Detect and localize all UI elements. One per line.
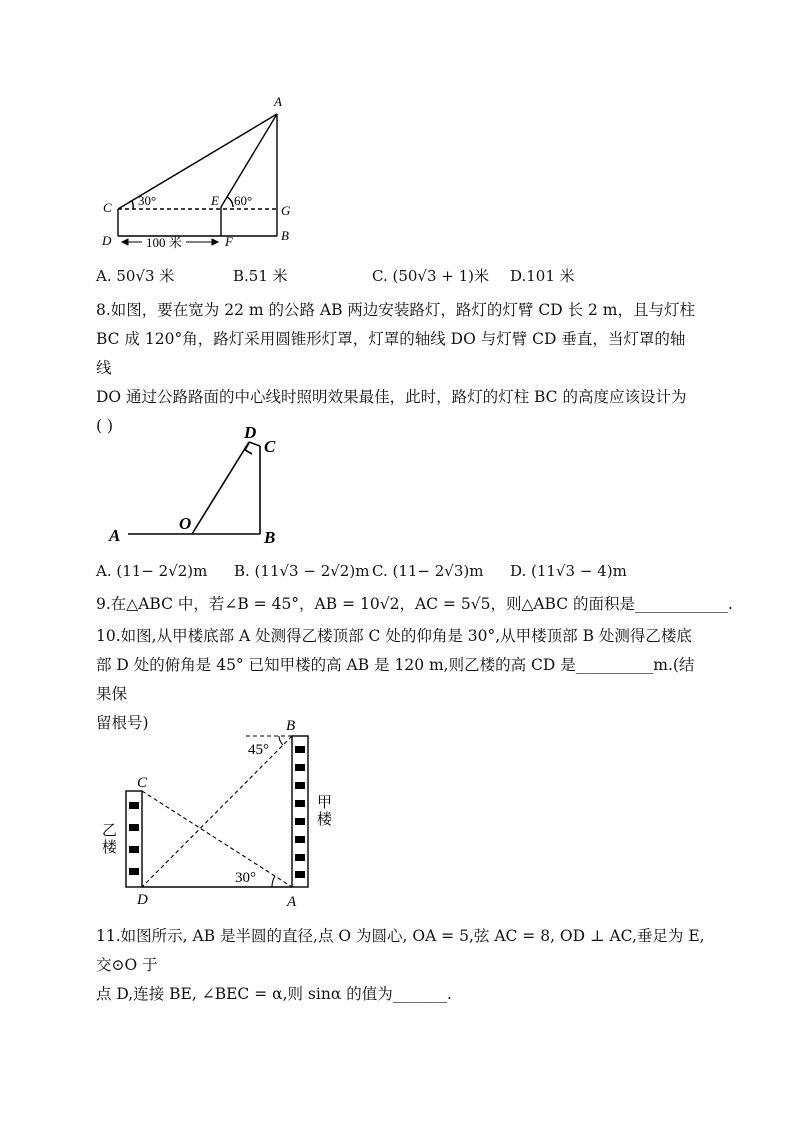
q9-text <box>96 590 733 619</box>
figure-q7 <box>96 92 306 257</box>
fig7-label-c: C <box>103 200 112 215</box>
fig7-label-f: F <box>225 234 233 249</box>
fig10-angle-top: 45° <box>248 742 269 758</box>
q8-line-4: ( ) <box>96 417 114 435</box>
q7-option-b[interactable]: B.51 米 <box>233 267 288 285</box>
fig10-building-left-2: 楼 <box>102 840 118 856</box>
q10-line-1: 10.如图,从甲楼底部 A 处测得乙楼顶部 C 处的仰角是 30°,从甲楼顶部 B 处测得乙楼底 <box>96 627 692 645</box>
q8-option-a[interactable]: A. (11− 2√2)m <box>96 562 208 580</box>
q8-option-b[interactable]: B. (11√3 − 2√2)m <box>234 562 370 580</box>
q7-option-a[interactable]: A. 50√3 米 <box>96 267 175 285</box>
q8-line-2: BC 成 120°角，路灯采用圆锥形灯罩，灯罩的轴线 DO 与灯臂 CD 垂直，当灯罩的轴线 <box>96 330 686 377</box>
q11-text <box>96 922 716 1009</box>
fig8-label-c: C <box>264 437 276 456</box>
fig7-label-a: A <box>274 94 282 109</box>
q8-option-d[interactable]: D. (11√3 − 4)m <box>510 562 627 580</box>
fig8-label-d: D <box>244 423 257 442</box>
q10-line-3: 留根号) <box>96 714 149 732</box>
q8-line-1: 8.如图，要在宽为 22 m 的公路 AB 两边安装路灯，路灯的灯臂 CD 长 2 m，且与灯柱 <box>96 301 695 319</box>
q11-line-1: 11.如图所示, AB 是半圆的直径,点 O 为圆心, OA = 5,弦 AC = 8, OD ⊥ AC,垂足为 E,交⊙O 于 <box>96 927 705 974</box>
q9-answer-blank[interactable]: ____________. <box>635 595 733 613</box>
fig8-label-a: A <box>109 526 121 545</box>
q8-line-3: DO 通过公路路面的中心线时照明效果最佳，此时，路灯的灯柱 BC 的高度应该设计为 <box>96 388 687 406</box>
fig8-label-b: B <box>264 528 276 547</box>
fig10-label-b: B <box>286 718 296 734</box>
q11-line-2: 点 D,连接 BE, ∠BEC = α,则 sinα 的值为_______. <box>96 985 452 1003</box>
fig7-label-e: E <box>211 193 219 208</box>
fig7-distance: 100 米 <box>146 235 182 250</box>
fig10-building-right-1: 甲 <box>317 795 333 811</box>
q10-line-2: 部 D 处的俯角是 45° 已知甲楼的高 AB 是 120 m,则乙楼的高 CD 是__________m.(结果保 <box>96 656 695 703</box>
fig10-angle-bottom: 30° <box>235 870 256 886</box>
fig10-label-c: C <box>137 775 148 791</box>
figure-q8 <box>104 420 294 548</box>
fig7-label-b: B <box>281 228 289 243</box>
q7-option-d[interactable]: D.101 米 <box>510 267 575 285</box>
fig10-building-left-1: 乙 <box>102 823 118 839</box>
fig7-label-g: G <box>281 203 291 218</box>
fig7-angle-c: 30° <box>138 193 157 208</box>
figure-q10 <box>96 714 346 914</box>
fig10-building-right-2: 楼 <box>317 812 333 828</box>
fig7-label-d: D <box>102 233 112 248</box>
fig8-label-o: O <box>179 514 192 533</box>
q9-line: 9.在△ABC 中，若∠B = 45°，AB = 10√2，AC = 5√5，则△ABC 的面积是 <box>96 595 636 613</box>
fig10-label-d: D <box>137 892 148 908</box>
q7-option-c[interactable]: C. (50√3 + 1)米 <box>372 267 490 285</box>
q8-option-c[interactable]: C. (11− 2√3)m <box>372 562 484 580</box>
fig10-label-a: A <box>287 894 297 910</box>
fig7-angle-e: 60° <box>234 193 253 208</box>
